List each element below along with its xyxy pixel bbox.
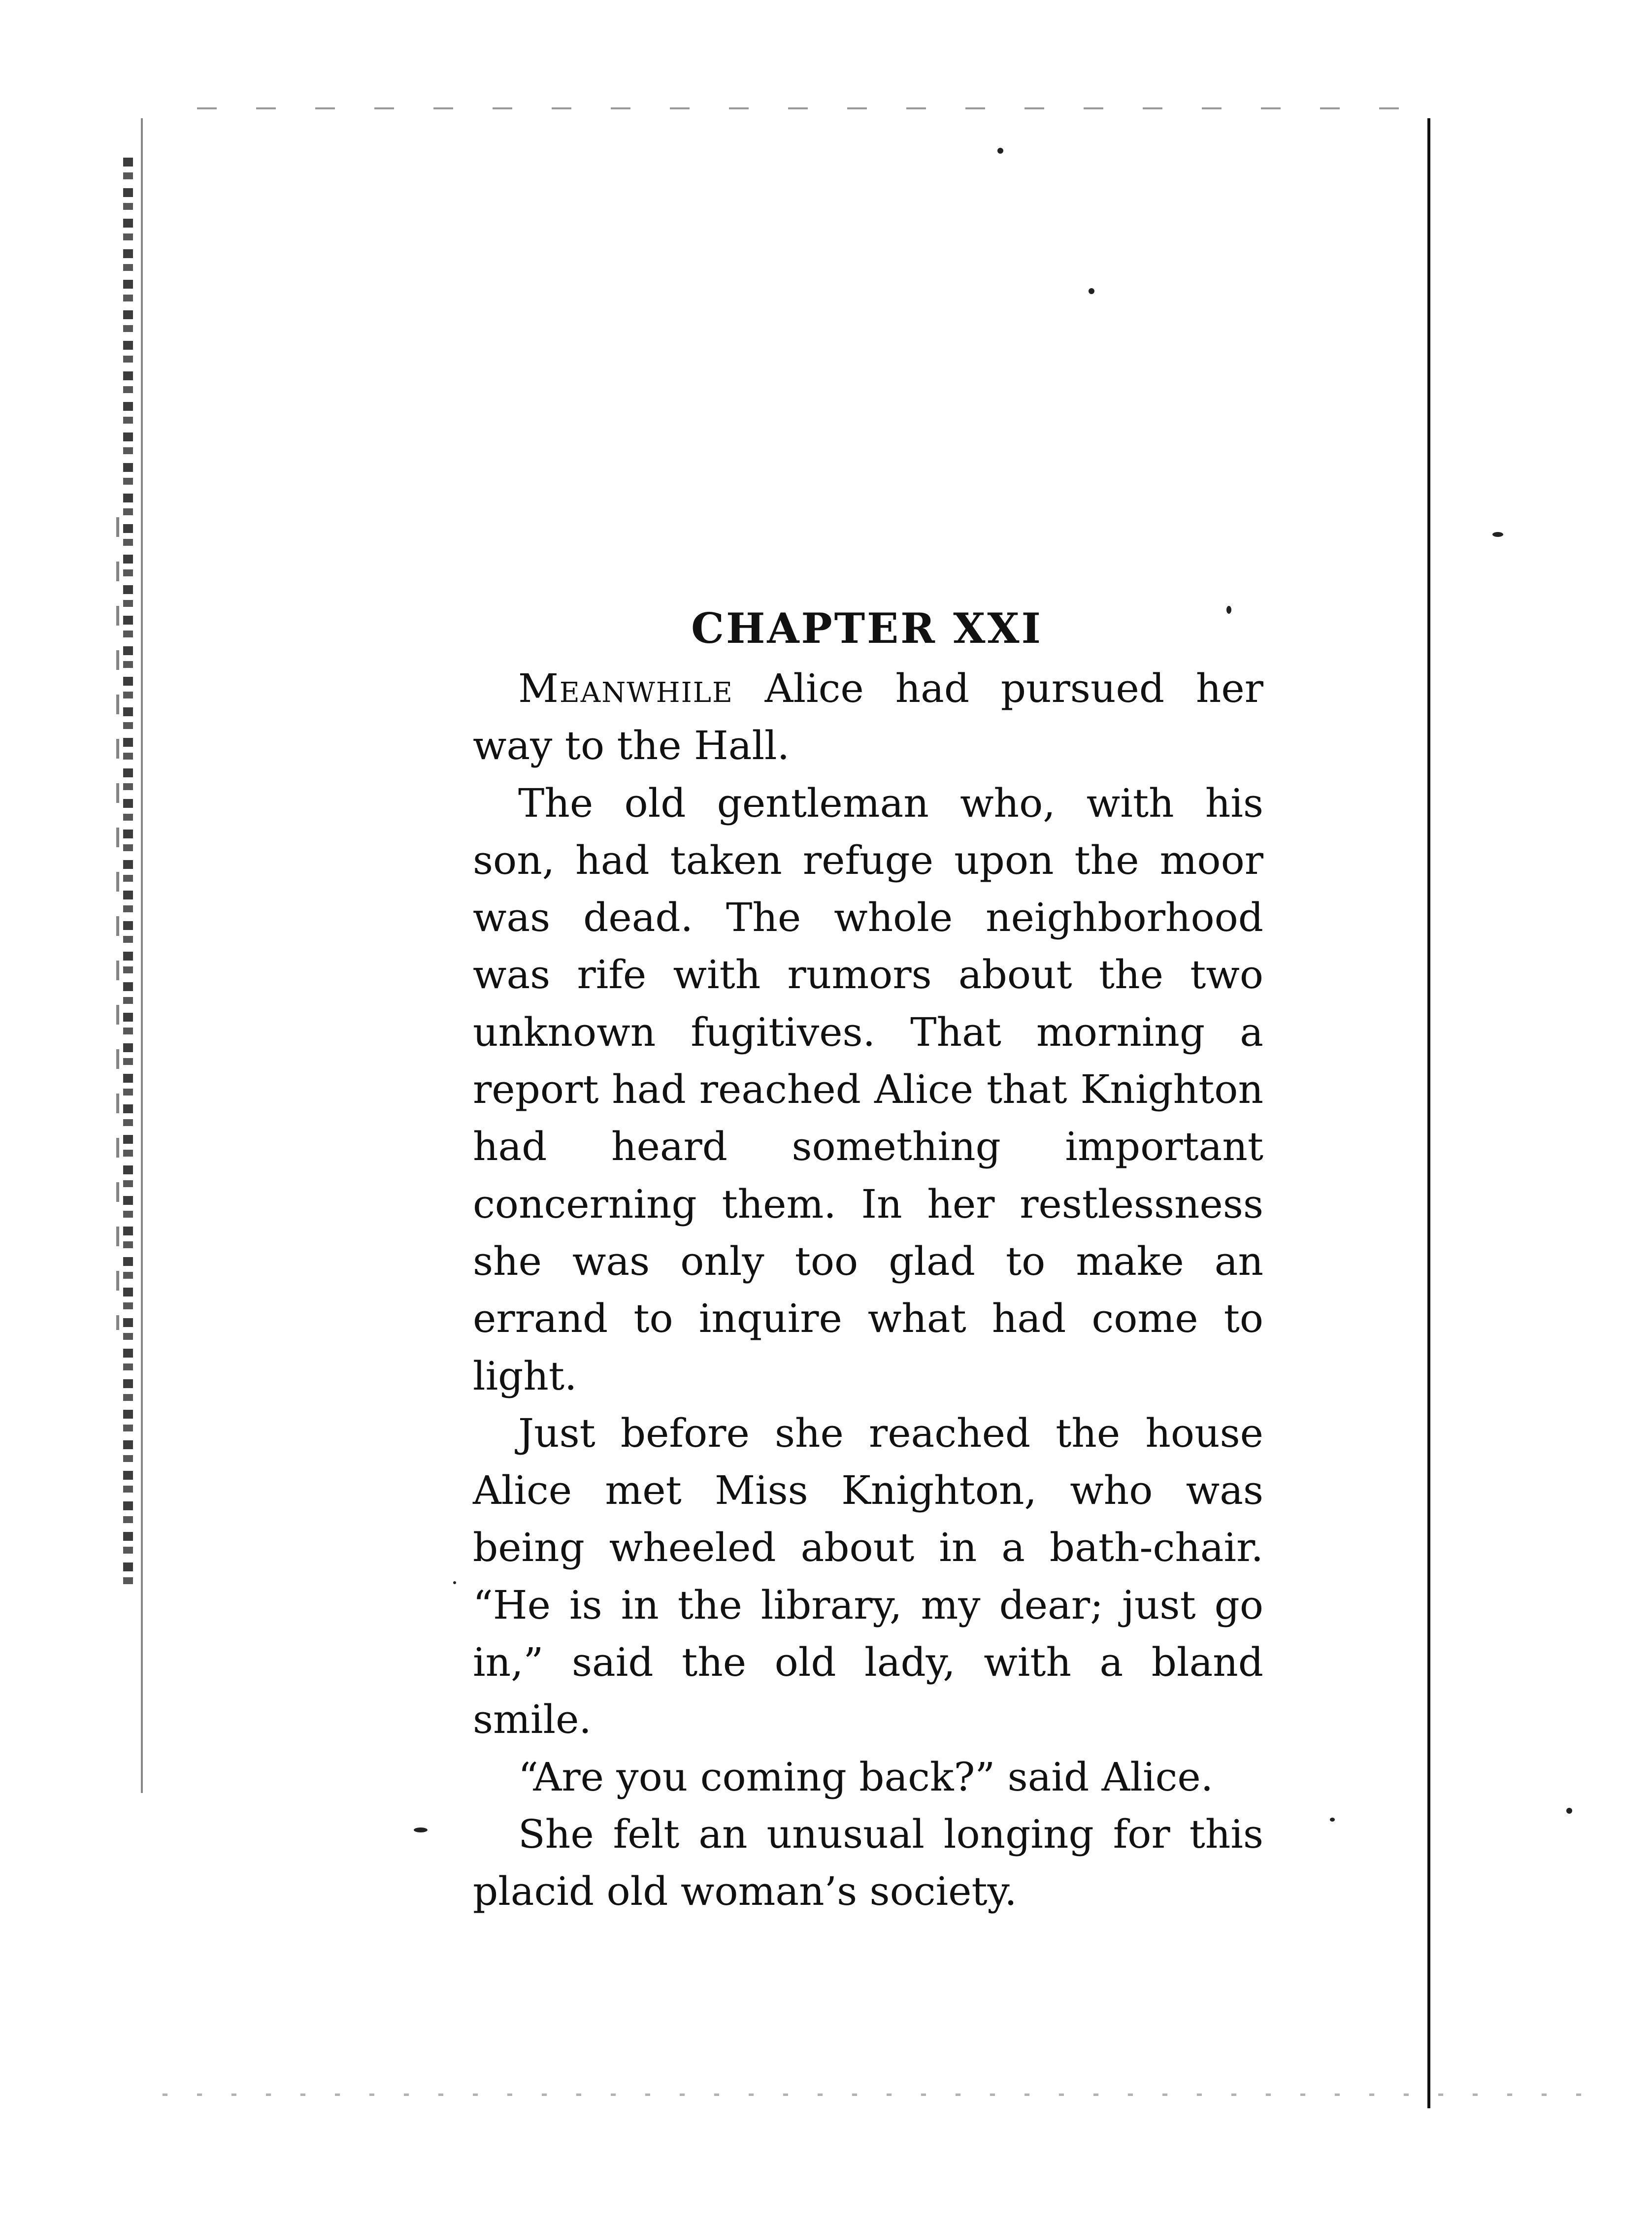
paragraph: “Are you coming back?” said Alice. (518, 1754, 1214, 1800)
scan-speck (453, 1581, 456, 1584)
chapter-body (473, 660, 1263, 1921)
binding-dashes (116, 517, 119, 1330)
bottom-scan-border (163, 2093, 1591, 2096)
scan-speck (1089, 288, 1094, 294)
paragraph-lead-word: Meanwhile (518, 665, 733, 711)
scan-speck (1330, 1818, 1335, 1822)
paragraph: She felt an unusual longing for this placid old woman’s society. (473, 1811, 1263, 1915)
top-scan-border (197, 107, 1409, 109)
binding-shadow-line (141, 118, 143, 1793)
chapter-title: CHAPTER XXI (691, 604, 1043, 653)
paragraph: The old gentleman who, with his son, had taken refuge upon the moor was dead. The whole neighborhood was rife with rumors about the two unknown fugitives. That morning a report had reached Alice that Knighton had heard something important concerning them. In her restlessness she was only too glad to make an errand to inquire what had come to light. (473, 780, 1263, 1399)
scan-speck (414, 1827, 428, 1832)
scan-speck (1492, 532, 1503, 537)
paragraph (473, 660, 1263, 775)
scan-speck (1566, 1808, 1572, 1814)
binding-strip (123, 158, 133, 1586)
scan-speck (997, 148, 1003, 154)
paragraph-text: Alice had pursued her way to the Hall. (473, 665, 1263, 769)
paragraph: Just before she reached the house Alice met Miss Knighton, who was being wheeled about in a bath-chair. “He is in the library, my dear; just go in,” said the old lady, with a bland smile. (473, 1410, 1263, 1743)
page-edge-line (1427, 118, 1430, 2108)
